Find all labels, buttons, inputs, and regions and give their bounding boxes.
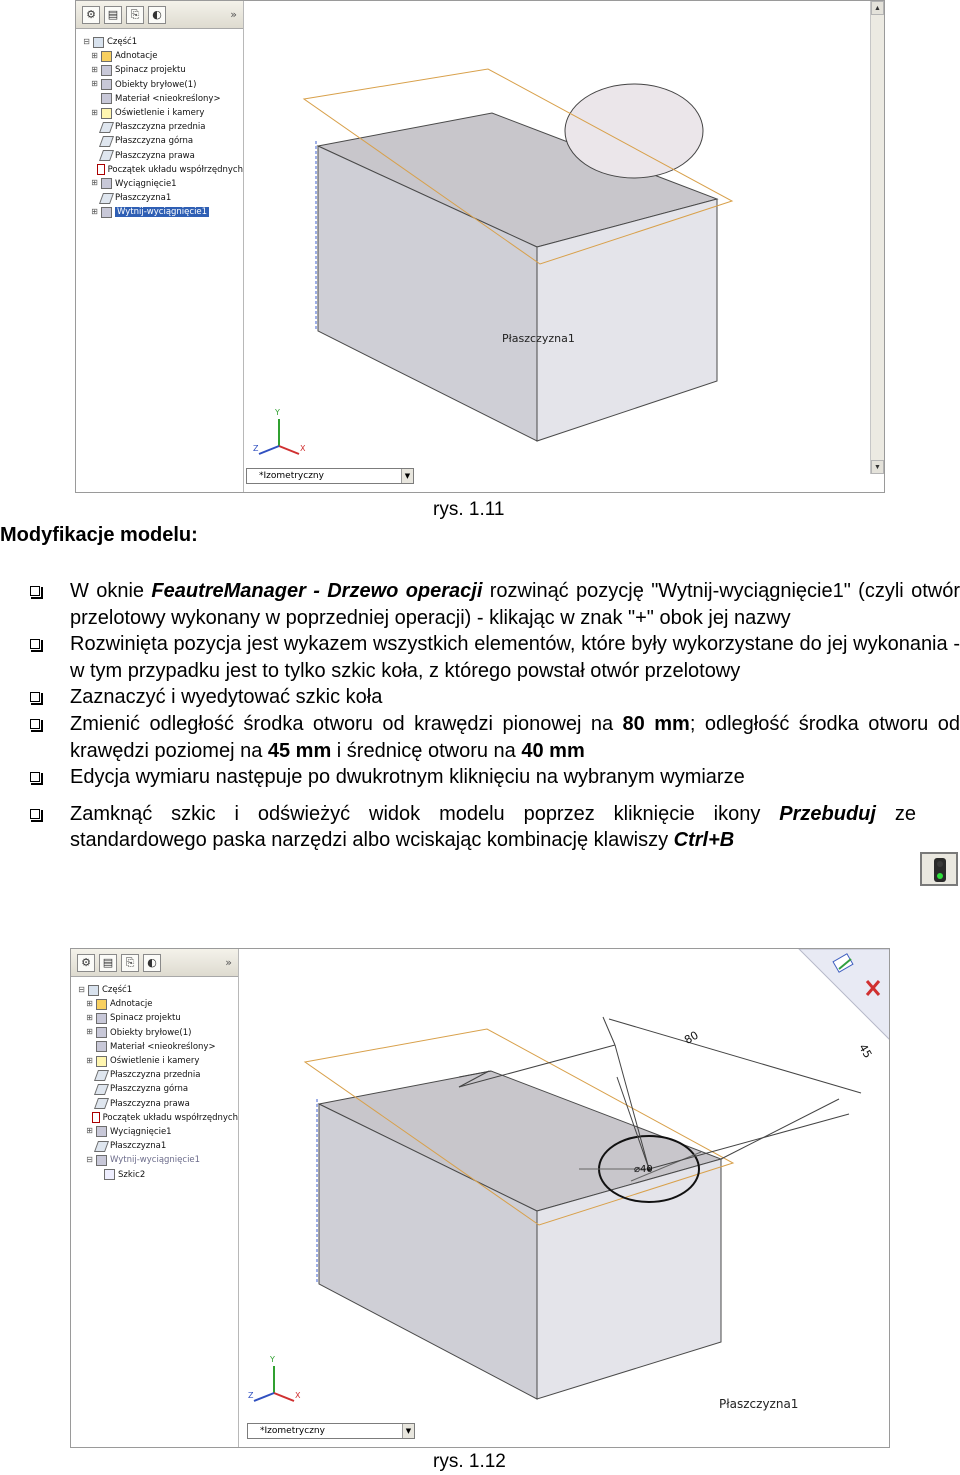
- plane-icon: [99, 150, 114, 161]
- z-axis-label: Z: [248, 1391, 254, 1400]
- expand-icon[interactable]: ⊞: [86, 1126, 93, 1136]
- x-axis-label: X: [300, 444, 306, 453]
- tree-item[interactable]: [77, 1054, 238, 1068]
- tree-item[interactable]: [82, 149, 243, 163]
- figure-1-caption: rys. 1.11: [433, 499, 505, 520]
- plane1-label: Płaszczyzna1: [719, 1397, 799, 1411]
- bullet-box-icon: [30, 586, 40, 596]
- feature-manager-tab-icon[interactable]: ⚙: [82, 6, 100, 24]
- scroll-up-arrow-icon[interactable]: ▲: [871, 1, 884, 15]
- tree-item[interactable]: [82, 120, 243, 134]
- annotation-icon: [101, 51, 112, 62]
- tree-item-label: Wytnij-wyciągnięcie1: [117, 207, 208, 218]
- dimension-diameter-label[interactable]: ⌀40: [634, 1164, 653, 1175]
- tree-item[interactable]: [82, 92, 243, 106]
- tree-item[interactable]: [82, 163, 243, 177]
- tree-item[interactable]: [82, 205, 243, 219]
- tree-item[interactable]: [77, 1040, 238, 1054]
- light-icon: [101, 108, 112, 119]
- tree-spacer: [85, 1113, 90, 1122]
- feature-manager-toolbar: [71, 949, 238, 977]
- plane-icon: [99, 193, 114, 204]
- tree-spacer: [85, 1042, 94, 1051]
- dimension-45-label[interactable]: 45: [856, 1041, 875, 1061]
- scroll-down-arrow-icon[interactable]: ▼: [871, 460, 884, 474]
- part-icon: [88, 985, 99, 996]
- tree-item-label: Adnotacje: [110, 999, 153, 1010]
- instruction-item: Zamknąć szkic i odświeżyć widok modelu poprzez kliknięcie ikony Przebuduj ze standardowego paska narzędzi albo wciskając kombinację klawiszy Ctrl+B: [30, 801, 960, 854]
- feature-tree: [71, 977, 238, 1182]
- expand-icon[interactable]: ⊞: [91, 64, 98, 74]
- instruction-item: Zaznaczyć i wyedytować szkic koła: [30, 684, 960, 711]
- instruction-item: Rozwinięta pozycja jest wykazem wszystkich elementów, które były wykorzystane do jej wykonania - w tym przypadku jest to tylko szkic koła, z którego powstał otwór przelotowy: [30, 631, 960, 684]
- tree-item[interactable]: [82, 134, 243, 148]
- dropdown-arrow-icon[interactable]: ▼: [401, 469, 413, 483]
- tree-item[interactable]: [82, 191, 243, 205]
- tree-spacer: [85, 1085, 94, 1094]
- tree-item[interactable]: [77, 1026, 238, 1040]
- tree-item-label: Płaszczyzna1: [110, 1141, 167, 1152]
- tree-item[interactable]: [77, 1125, 238, 1139]
- tree-spacer: [85, 1099, 94, 1108]
- tree-item-label: Część1: [102, 985, 133, 996]
- tree-spacer: [90, 165, 95, 174]
- tree-item-label: Płaszczyzna prawa: [110, 1098, 190, 1109]
- section-heading: Modyfikacje modelu:: [0, 524, 198, 546]
- axis-triad: [253, 408, 306, 454]
- tree-item-label: Obiekty bryłowe(1): [115, 79, 197, 90]
- view-orientation-value: *Izometryczny: [259, 471, 324, 481]
- bullet-box-icon: [30, 772, 40, 782]
- expand-icon[interactable]: ⊞: [91, 79, 98, 89]
- more-tabs-chevron-icon[interactable]: »: [230, 8, 237, 21]
- tree-item-label: Wyciągnięcie1: [110, 1126, 172, 1137]
- plane-icon: [94, 1070, 109, 1081]
- expand-icon[interactable]: ⊞: [86, 1027, 93, 1037]
- tree-spacer: [90, 123, 99, 132]
- dimension-80-label[interactable]: 80: [682, 1028, 701, 1047]
- expand-icon[interactable]: ⊞: [86, 1012, 93, 1022]
- tree-item-label: Oświetlenie i kamery: [110, 1056, 200, 1067]
- tree-item-label: Płaszczyzna prawa: [115, 150, 195, 161]
- tree-item[interactable]: [82, 49, 243, 63]
- property-manager-tab-icon[interactable]: ▤: [104, 6, 122, 24]
- design-binder-icon: [96, 1013, 107, 1024]
- part-icon: [93, 37, 104, 48]
- configuration-manager-tab-icon[interactable]: ⎘: [121, 954, 139, 972]
- rebuild-traffic-light-icon: [920, 852, 958, 886]
- tree-item-label: Spinacz projektu: [115, 65, 186, 76]
- collapse-icon[interactable]: ⊟: [78, 984, 85, 994]
- feature-manager-tab-icon[interactable]: ⚙: [77, 954, 95, 972]
- isometric-sketch-view: [239, 949, 890, 1448]
- origin-icon: [97, 164, 104, 175]
- screenshot-figure-1: [75, 0, 885, 493]
- vertical-scrollbar[interactable]: [870, 1, 884, 474]
- plane1-label: Płaszczyzna1: [502, 332, 575, 345]
- collapse-icon[interactable]: ⊟: [83, 36, 90, 46]
- more-tabs-chevron-icon[interactable]: »: [225, 956, 232, 969]
- instruction-list: [30, 578, 960, 854]
- plane-icon: [99, 136, 114, 147]
- bullet-box-icon: [30, 692, 40, 702]
- y-axis-label: Y: [270, 1355, 275, 1364]
- expand-icon[interactable]: ⊞: [91, 50, 98, 60]
- extrude-icon: [96, 1126, 107, 1137]
- screenshot-figure-2: [70, 948, 890, 1448]
- through-hole: [565, 84, 703, 178]
- instruction-item: W oknie FeautreManager - Drzewo operacji rozwinąć pozycję "Wytnij-wyciągnięcie1" (czyli otwór przelotowy wykonany w poprzedniej operacji) - klikając w znak "+" obok jej nazwy: [30, 578, 960, 631]
- tree-item-label: Materiał <nieokreślony>: [115, 93, 221, 104]
- view-orientation-dropdown[interactable]: [246, 468, 414, 484]
- tree-item-label: Płaszczyzna górna: [110, 1084, 189, 1095]
- tree-item-label: Płaszczyzna przednia: [110, 1070, 201, 1081]
- tree-item-label: Płaszczyzna przednia: [115, 122, 206, 133]
- tree-item-label: Materiał <nieokreślony>: [110, 1041, 216, 1052]
- expand-icon[interactable]: ⊞: [91, 206, 98, 216]
- tree-item[interactable]: [82, 177, 243, 191]
- plane-icon: [94, 1098, 109, 1109]
- configuration-manager-tab-icon[interactable]: ⎘: [126, 6, 144, 24]
- x-axis-label: X: [295, 1391, 301, 1400]
- plane-icon: [94, 1141, 109, 1152]
- origin-icon: [92, 1112, 99, 1123]
- y-axis-label: Y: [275, 408, 280, 417]
- tree-spacer: [90, 137, 99, 146]
- tree-item[interactable]: [77, 997, 238, 1011]
- light-icon: [96, 1056, 107, 1067]
- plane-icon: [94, 1084, 109, 1095]
- material-icon: [96, 1041, 107, 1052]
- tree-item-label: Wytnij-wyciągnięcie1: [110, 1155, 201, 1166]
- tree-item[interactable]: [77, 1111, 238, 1125]
- tree-item[interactable]: [77, 1082, 238, 1096]
- tree-item-label: Oświetlenie i kamery: [115, 108, 205, 119]
- solid-bodies-icon: [101, 79, 112, 90]
- tree-item[interactable]: [82, 35, 243, 49]
- display-manager-tab-icon[interactable]: ◐: [143, 954, 161, 972]
- dropdown-arrow-icon[interactable]: ▼: [402, 1424, 414, 1438]
- isometric-model-view: [244, 1, 885, 493]
- tree-item-label: Wyciągnięcie1: [115, 178, 177, 189]
- figure-2-caption: rys. 1.12: [433, 1451, 506, 1472]
- graphics-viewport[interactable]: [244, 1, 884, 492]
- tree-spacer: [85, 1071, 94, 1080]
- tree-item[interactable]: [77, 1153, 238, 1167]
- annotation-icon: [96, 999, 107, 1010]
- tree-item[interactable]: [77, 1097, 238, 1111]
- tree-spacer: [85, 1142, 94, 1151]
- display-manager-tab-icon[interactable]: ◐: [148, 6, 166, 24]
- tree-item[interactable]: [82, 106, 243, 120]
- tree-spacer: [93, 1170, 102, 1179]
- cut-extrude-icon: [101, 207, 112, 218]
- design-binder-icon: [101, 65, 112, 76]
- expand-icon[interactable]: ⊞: [86, 998, 93, 1008]
- tree-item[interactable]: [77, 1068, 238, 1082]
- feature-manager-toolbar: [76, 1, 243, 29]
- instruction-item: Edycja wymiaru następuje po dwukrotnym kliknięciu na wybranym wymiarze: [30, 764, 960, 791]
- view-orientation-dropdown[interactable]: [247, 1423, 415, 1439]
- tree-item[interactable]: [77, 1011, 238, 1025]
- graphics-viewport[interactable]: [239, 949, 889, 1447]
- expand-icon[interactable]: ⊞: [91, 107, 98, 117]
- tree-item-label: Spinacz projektu: [110, 1013, 181, 1024]
- property-manager-tab-icon[interactable]: ▤: [99, 954, 117, 972]
- view-orientation-value: *Izometryczny: [260, 1426, 325, 1436]
- tree-item[interactable]: [77, 983, 238, 997]
- tree-item-label: Płaszczyzna1: [115, 193, 172, 204]
- tree-item-label: Szkic2: [118, 1169, 146, 1180]
- tree-item[interactable]: [77, 1139, 238, 1153]
- tree-item-label: Początek układu współrzędnych: [102, 1112, 238, 1123]
- cut-extrude-icon: [96, 1155, 107, 1166]
- tree-item-label: Początek układu współrzędnych: [107, 164, 243, 175]
- collapse-icon[interactable]: ⊟: [86, 1154, 93, 1164]
- axis-triad: [248, 1355, 301, 1401]
- expand-icon[interactable]: ⊞: [86, 1055, 93, 1065]
- feature-manager-tree-panel: [76, 1, 244, 492]
- plane-icon: [99, 122, 114, 133]
- feature-tree: [76, 29, 243, 219]
- bullet-box-icon: [30, 719, 40, 729]
- instruction-item: Zmienić odległość środka otworu od krawędzi pionowej na 80 mm; odległość środka otworu od krawędzi poziomej na 45 mm i średnicę otworu na 40 mm: [30, 711, 960, 764]
- confirmation-corner: [799, 949, 890, 1041]
- bullet-box-icon: [30, 639, 40, 649]
- tree-spacer: [90, 151, 99, 160]
- feature-manager-tree-panel: [71, 949, 239, 1447]
- solid-bodies-icon: [96, 1027, 107, 1038]
- material-icon: [101, 93, 112, 104]
- tree-item[interactable]: [82, 63, 243, 77]
- tree-spacer: [90, 194, 99, 203]
- tree-item-label: Adnotacje: [115, 51, 158, 62]
- z-axis-label: Z: [253, 444, 259, 453]
- extrude-icon: [101, 178, 112, 189]
- tree-item[interactable]: [77, 1167, 238, 1181]
- tree-spacer: [90, 94, 99, 103]
- tree-item-label: Część1: [107, 37, 138, 48]
- tree-item-label: Obiekty bryłowe(1): [110, 1027, 192, 1038]
- tree-item-label: Płaszczyzna górna: [115, 136, 194, 147]
- tree-item[interactable]: [82, 78, 243, 92]
- bullet-box-icon: [30, 809, 40, 819]
- expand-icon[interactable]: ⊞: [91, 178, 98, 188]
- sketch-icon: [104, 1169, 115, 1180]
